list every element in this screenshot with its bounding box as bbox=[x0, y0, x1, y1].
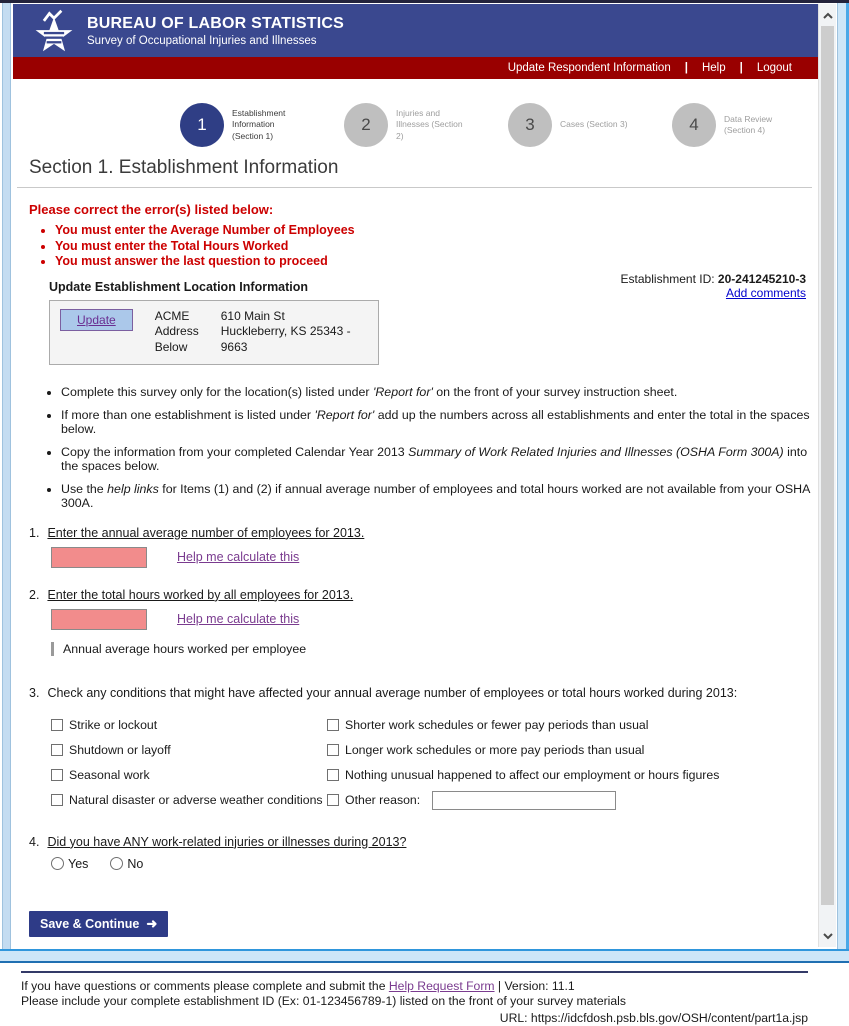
checkbox-icon[interactable] bbox=[51, 769, 63, 781]
step-4-data-review[interactable] bbox=[672, 103, 798, 147]
chevron-down-icon bbox=[823, 933, 833, 939]
instruction-emphasis: Summary of Work Related Injuries and Illnesses (OSHA Form 300A) bbox=[408, 444, 784, 459]
step-2-label: Injuries and Illnesses (Section 2) bbox=[396, 108, 463, 141]
bls-star-logo-icon bbox=[31, 8, 77, 54]
save-continue-button[interactable] bbox=[29, 911, 168, 937]
establishment-address-line: Huckleberry, KS 25343 - bbox=[220, 324, 351, 339]
add-comments-link[interactable]: Add comments bbox=[725, 285, 806, 300]
checkbox-icon[interactable] bbox=[327, 744, 339, 756]
question-1-number: 1. bbox=[29, 525, 40, 540]
error-item: • You must answer the last question to proceed bbox=[55, 254, 812, 270]
checkbox-icon[interactable] bbox=[327, 769, 339, 781]
instruction-item bbox=[61, 408, 812, 436]
nav-separator: | bbox=[684, 62, 688, 74]
instruction-emphasis: 'Report for' bbox=[372, 384, 433, 399]
question-1-heading bbox=[29, 526, 812, 540]
condition-nothing-unusual[interactable] bbox=[327, 763, 812, 788]
instruction-emphasis: 'Report for' bbox=[314, 407, 375, 422]
condition-shutdown[interactable] bbox=[51, 738, 327, 763]
establishment-name-line: Below bbox=[154, 340, 188, 355]
instruction-text: Use the bbox=[61, 481, 108, 496]
establishment-name-line: Address bbox=[154, 324, 199, 339]
condition-shorter-schedules[interactable] bbox=[327, 713, 812, 738]
condition-label: Other reason: bbox=[345, 793, 421, 808]
condition-label: Strike or lockout bbox=[69, 718, 158, 733]
instruction-text: Copy the information from your completed Calendar Year 2013 bbox=[61, 444, 409, 459]
window-right-border bbox=[837, 3, 849, 949]
header-titles bbox=[87, 15, 344, 47]
question-3-label: Check any conditions that might have affected your annual average number of employees or total hours worked during 2013: bbox=[47, 685, 738, 700]
establishment-id-block bbox=[621, 272, 806, 300]
step-1-label: Establishment Information (Section 1) bbox=[232, 108, 286, 141]
condition-longer-schedules[interactable] bbox=[327, 738, 812, 763]
step-2-circle: 2 bbox=[344, 103, 388, 147]
footer-line-1 bbox=[21, 979, 808, 994]
establishment-location-heading: Update Establishment Location Information bbox=[49, 279, 309, 294]
establishment-address bbox=[221, 309, 351, 356]
footer-version: | Version: 11.1 bbox=[494, 978, 575, 993]
injuries-yes-option[interactable] bbox=[51, 857, 88, 871]
establishment-section bbox=[49, 271, 812, 365]
condition-strike[interactable] bbox=[51, 713, 327, 738]
footer-url: URL: https://idcfdosh.psb.bls.gov/OSH/content/part1a.jsp bbox=[499, 1011, 808, 1026]
step-2-injuries[interactable] bbox=[344, 103, 470, 147]
checkbox-icon[interactable] bbox=[51, 719, 63, 731]
condition-seasonal[interactable] bbox=[51, 763, 327, 788]
question-4-number: 4. bbox=[29, 834, 40, 849]
condition-label: Shutdown or layoff bbox=[69, 743, 171, 758]
establishment-id bbox=[621, 272, 806, 286]
instruction-text: If more than one establishment is listed under bbox=[61, 407, 315, 422]
question-4 bbox=[17, 835, 812, 871]
page-content bbox=[13, 4, 818, 1026]
condition-natural-disaster[interactable] bbox=[51, 788, 327, 813]
yes-label: Yes bbox=[68, 856, 89, 871]
step-4-label: Data Review (Section 4) bbox=[724, 113, 773, 135]
condition-label: Shorter work schedules or fewer pay periods than usual bbox=[345, 718, 649, 733]
nav-logout[interactable]: Logout bbox=[756, 62, 792, 74]
condition-label: Nothing unusual happened to affect our employment or hours figures bbox=[345, 768, 720, 783]
vertical-scrollbar[interactable] bbox=[818, 4, 836, 947]
establishment-id-label: Establishment ID: bbox=[620, 271, 718, 286]
step-3-label: Cases (Section 3) bbox=[560, 119, 628, 130]
instruction-text: Complete this survey only for the location(s) listed under bbox=[61, 384, 373, 399]
step-indicator bbox=[17, 103, 812, 147]
scroll-up-button[interactable] bbox=[819, 6, 837, 25]
establishment-location-box bbox=[49, 300, 379, 365]
step-1-establishment[interactable] bbox=[180, 103, 306, 147]
checkbox-icon[interactable] bbox=[327, 794, 339, 806]
establishment-address-line: 9663 bbox=[220, 340, 248, 355]
question-2 bbox=[17, 588, 812, 656]
radio-icon[interactable] bbox=[51, 857, 64, 870]
no-label: No bbox=[127, 856, 144, 871]
instruction-item bbox=[61, 445, 812, 473]
question-1 bbox=[17, 526, 812, 568]
checkbox-icon[interactable] bbox=[327, 719, 339, 731]
hours-per-employee-note: Annual average hours worked per employee bbox=[51, 642, 812, 656]
instruction-item bbox=[61, 385, 812, 399]
chevron-up-icon bbox=[823, 13, 833, 19]
page-footer bbox=[21, 971, 808, 1026]
question-3-heading bbox=[29, 686, 812, 700]
question-4-label[interactable]: Did you have ANY work-related injuries or illnesses during 2013? bbox=[47, 834, 407, 849]
step-4-circle: 4 bbox=[672, 103, 716, 147]
nav-update-respondent-info[interactable]: Update Respondent Information bbox=[507, 62, 671, 74]
question-2-heading bbox=[29, 588, 812, 602]
page-title: Section 1. Establishment Information bbox=[17, 157, 812, 188]
condition-other-reason[interactable] bbox=[327, 788, 812, 813]
question-2-number: 2. bbox=[29, 587, 40, 602]
arrow-right-icon: ➜ bbox=[146, 915, 158, 931]
question-3 bbox=[17, 686, 812, 813]
question-1-label[interactable]: Enter the annual average number of employees for 2013. bbox=[47, 525, 365, 540]
establishment-address-line: 610 Main St bbox=[220, 308, 285, 323]
help-request-form-link[interactable]: Help Request Form bbox=[388, 978, 495, 993]
condition-label: Natural disaster or adverse weather conditions bbox=[69, 793, 323, 808]
question-4-heading bbox=[29, 835, 812, 849]
step-1-circle: 1 bbox=[180, 103, 224, 147]
instruction-emphasis: help links bbox=[107, 481, 159, 496]
nav-help[interactable]: Help bbox=[701, 62, 726, 74]
conditions-checkbox-grid bbox=[51, 713, 812, 813]
footer-line-2: Please include your complete establishment ID (Ex: 01-123456789-1) listed on the front of your survey materials bbox=[21, 993, 626, 1008]
checkbox-icon[interactable] bbox=[51, 744, 63, 756]
question-2-body bbox=[51, 609, 812, 630]
error-item: • You must enter the Average Number of Employees bbox=[55, 223, 812, 239]
main-area bbox=[13, 103, 818, 1026]
instruction-item bbox=[61, 482, 812, 510]
instruction-text: add up the numbers across all establishments and enter the total in the spaces below. bbox=[61, 407, 810, 436]
scroll-down-button[interactable] bbox=[819, 926, 837, 945]
injuries-no-option[interactable] bbox=[110, 857, 143, 871]
error-item: • You must enter the Total Hours Worked bbox=[55, 239, 812, 255]
q2-help-calculate-link[interactable]: Help me calculate this bbox=[177, 612, 300, 627]
save-continue-label: Save & Continue bbox=[40, 916, 140, 931]
error-list bbox=[55, 223, 812, 270]
window-bottom-border bbox=[0, 949, 849, 963]
error-summary bbox=[29, 202, 812, 270]
question-2-label[interactable]: Enter the total hours worked by all employees for 2013. bbox=[47, 587, 354, 602]
window-left-border bbox=[2, 3, 11, 949]
footer-text: If you have questions or comments please complete and submit the bbox=[21, 978, 389, 993]
establishment-id-value: 20-241245210-3 bbox=[717, 271, 806, 286]
other-reason-input[interactable] bbox=[432, 791, 616, 810]
instruction-text: into the spaces below. bbox=[61, 444, 808, 473]
total-hours-input[interactable] bbox=[51, 609, 147, 630]
step-3-circle: 3 bbox=[508, 103, 552, 147]
question-1-body bbox=[51, 547, 812, 568]
establishment-name-line: ACME bbox=[154, 308, 190, 323]
scrollbar-thumb[interactable] bbox=[821, 26, 834, 905]
question-3-number: 3. bbox=[29, 685, 40, 700]
nav-separator: | bbox=[739, 62, 743, 74]
q1-help-calculate-link[interactable]: Help me calculate this bbox=[177, 550, 300, 565]
error-heading: Please correct the error(s) listed below: bbox=[29, 202, 274, 217]
instruction-text: on the front of your survey instruction sheet. bbox=[432, 384, 678, 399]
injuries-radio-group bbox=[51, 857, 812, 871]
top-nav-bar bbox=[13, 57, 818, 79]
condition-label: Seasonal work bbox=[69, 768, 150, 783]
agency-title: BUREAU OF LABOR STATISTICS bbox=[87, 14, 345, 32]
radio-icon[interactable] bbox=[110, 857, 123, 870]
step-3-cases[interactable] bbox=[508, 103, 634, 147]
checkbox-icon[interactable] bbox=[51, 794, 63, 806]
bls-header bbox=[13, 4, 818, 57]
establishment-name bbox=[155, 309, 199, 356]
instruction-text: for Items (1) and (2) if annual average number of employees and total hours worked are not available from your OSHA 300A. bbox=[61, 481, 810, 510]
update-location-button[interactable]: Update bbox=[60, 309, 133, 331]
window-top-border bbox=[0, 0, 849, 3]
condition-label: Longer work schedules or more pay periods than usual bbox=[345, 743, 645, 758]
survey-subtitle: Survey of Occupational Injuries and Illnesses bbox=[87, 34, 317, 47]
avg-employees-input[interactable] bbox=[51, 547, 147, 568]
instruction-list bbox=[47, 385, 812, 510]
